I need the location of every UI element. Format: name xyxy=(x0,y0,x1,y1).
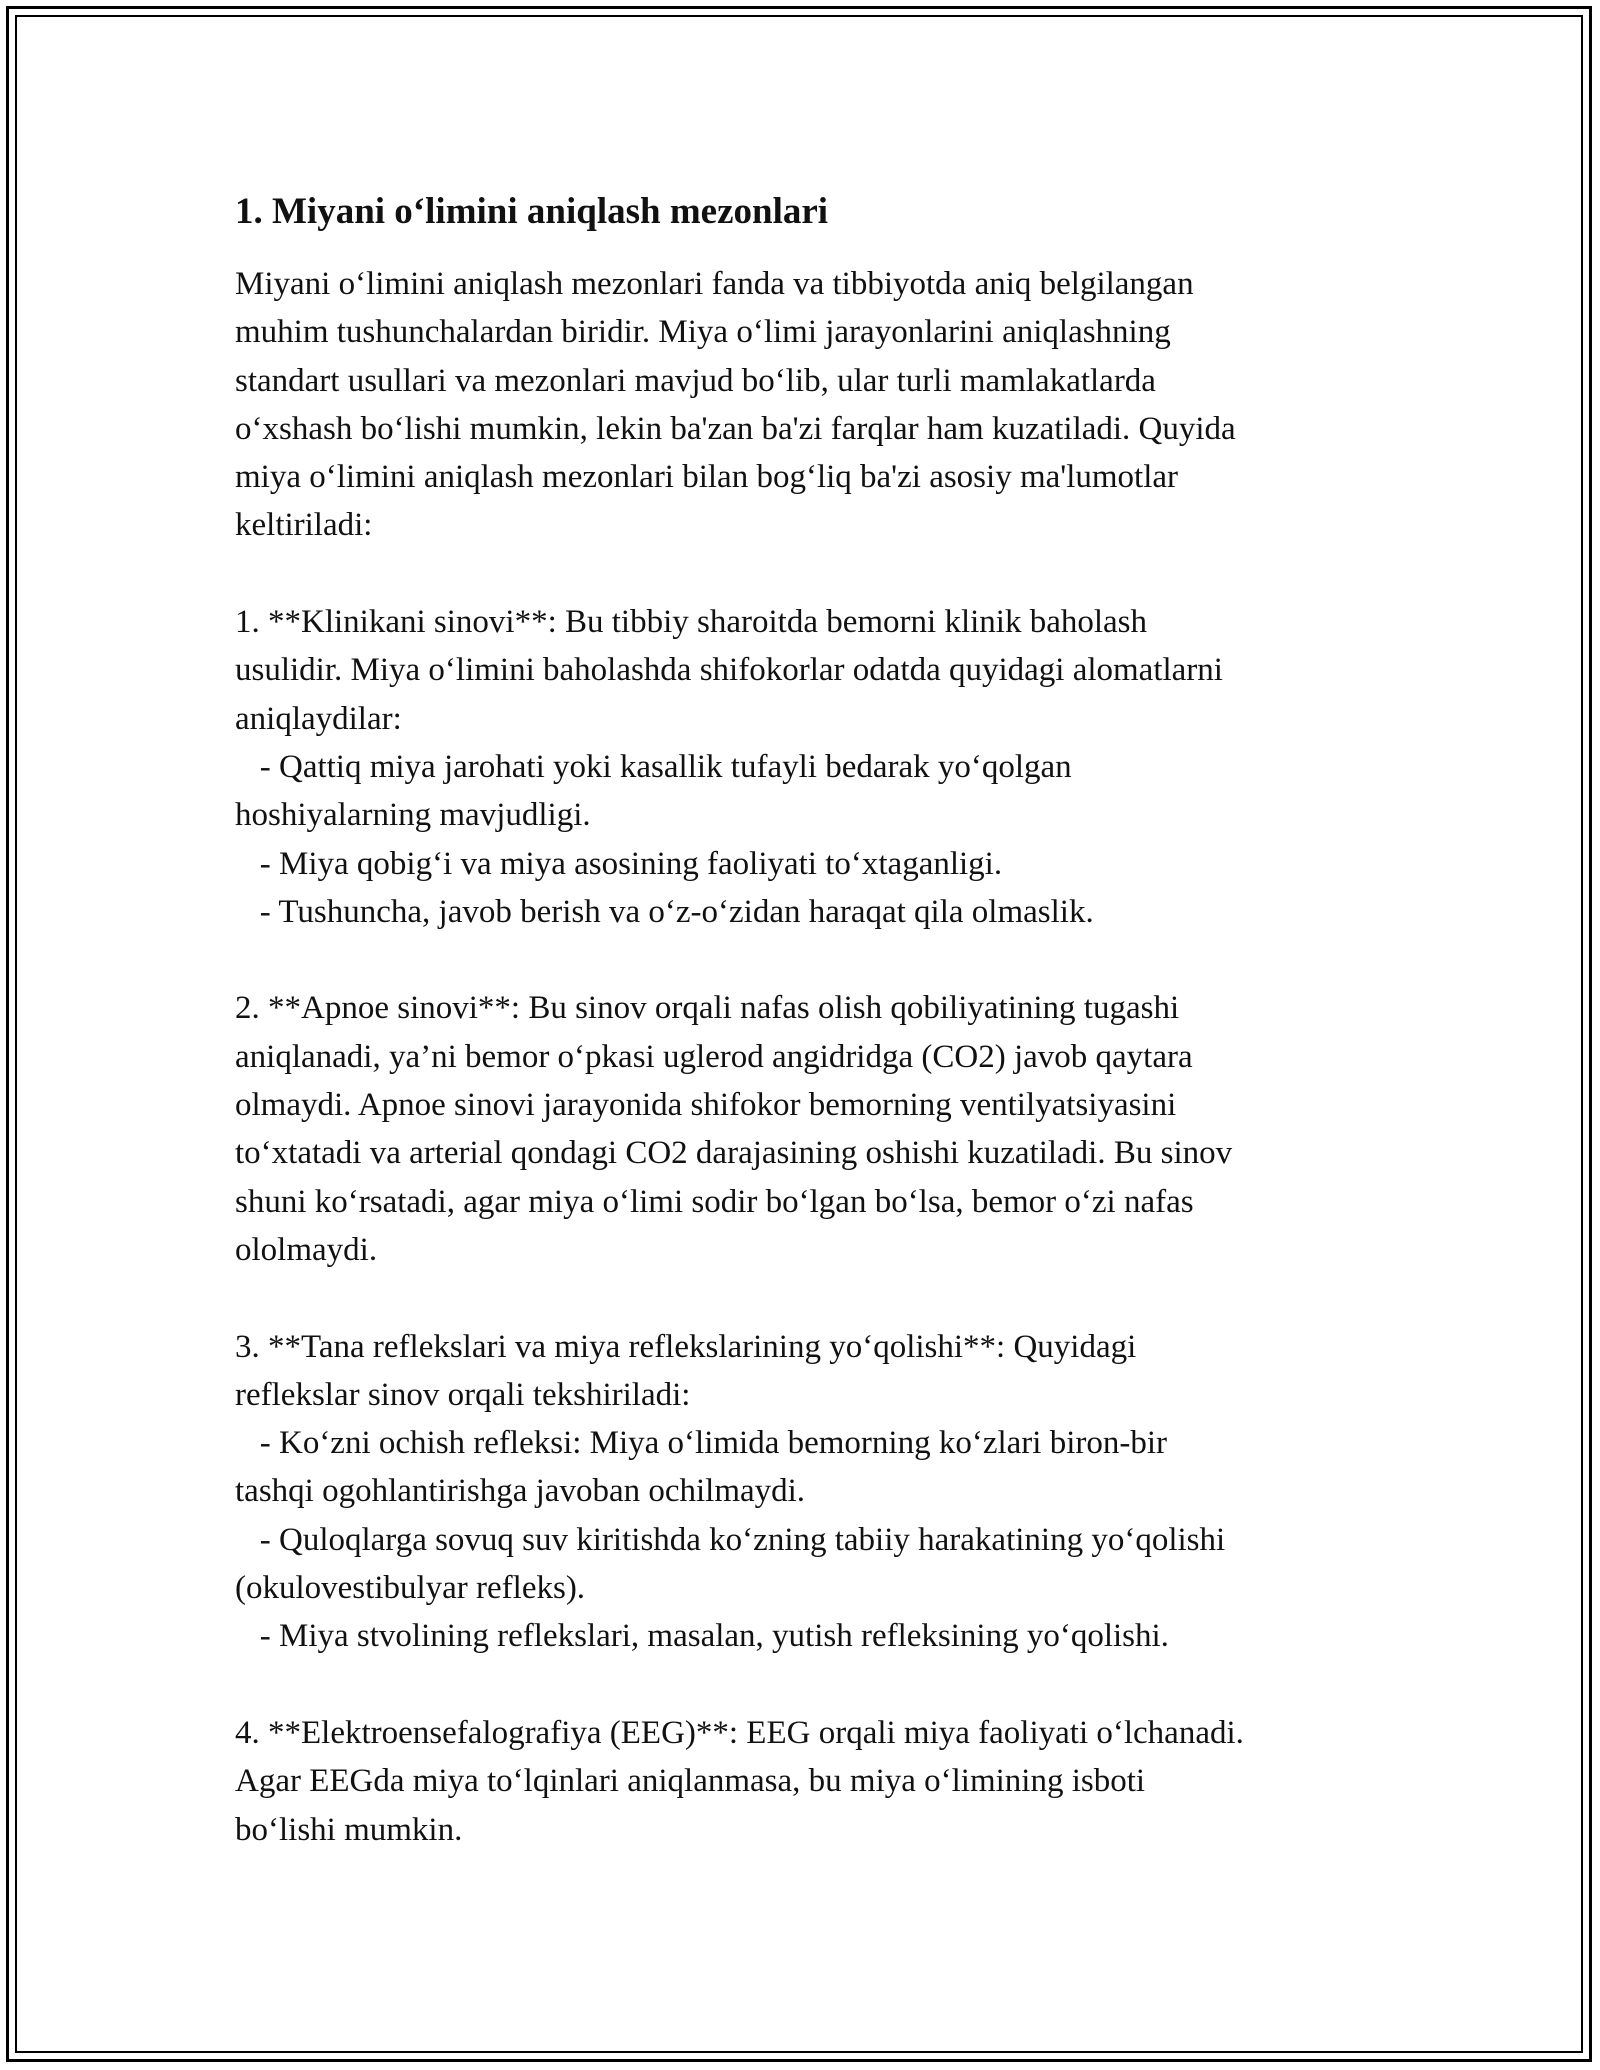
text-line: muhim tushunchalardan biridir. Miya o‘limi jarayonlarini aniqlashning xyxy=(235,314,1171,351)
text-line: - Miya stvolining reflekslari, masalan, yutish refleksining yo‘qolishi. xyxy=(235,1618,1169,1655)
text-line: 2. **Apnoe sinovi**: Bu sinov orqali nafas olish qobiliyatining tugashi xyxy=(235,990,1180,1027)
text-line: - Quloqlarga sovuq suv kiritishda ko‘zning tabiiy harakatining yo‘qolishi xyxy=(235,1521,1226,1558)
document-sections xyxy=(235,260,1375,1854)
document-title: 1. Miyani o‘limini aniqlash mezonlari xyxy=(235,191,829,232)
text-line: - Tushuncha, javob berish va o‘z-o‘zidan haraqat qila olmaslik. xyxy=(235,893,1094,930)
text-line: to‘xtatadi va arterial qondagi CO2 darajasining oshishi kuzatiladi. Bu sinov xyxy=(235,1135,1233,1172)
text-line: bo‘lishi mumkin. xyxy=(235,1811,463,1848)
text-line: aniqlaydilar: xyxy=(235,700,402,737)
text-line: - Qattiq miya jarohati yoki kasallik tufayli bedarak yo‘qolgan xyxy=(235,748,1072,785)
text-line: keltiriladi: xyxy=(235,507,373,544)
text-line: reflekslar sinov orqali tekshiriladi: xyxy=(235,1376,691,1413)
text-line: shuni ko‘rsatadi, agar miya o‘limi sodir bo‘lgan bo‘lsa, bemor o‘zi nafas xyxy=(235,1183,1194,1220)
text-line: ololmaydi. xyxy=(235,1231,378,1268)
paragraph-4 xyxy=(235,1323,1375,1661)
text-line: aniqlanadi, ya’ni bemor o‘pkasi uglerod angidridga (CO2) javob qaytara xyxy=(235,1038,1193,1075)
text-line: tashqi ogohlantirishga javoban ochilmaydi. xyxy=(235,1473,806,1510)
paragraph-gap xyxy=(235,1661,1375,1709)
text-line: Miyani o‘limini aniqlash mezonlari fanda va tibbiyotda aniq belgilangan xyxy=(235,266,1194,302)
paragraph-1 xyxy=(235,260,1375,550)
text-line: - Ko‘zni ochish refleksi: Miya o‘limida bemorning ko‘zlari biron-bir xyxy=(235,1425,1168,1462)
text-line: standart usullari va mezonlari mavjud bo‘lib, ular turli mamlakatlarda xyxy=(235,362,1156,399)
text-line: miya o‘limini aniqlash mezonlari bilan bog‘liq ba'zi asosiy ma'lumotlar xyxy=(235,459,1179,496)
text-line: (okulovestibulyar refleks). xyxy=(235,1570,586,1607)
text-line: olmaydi. Apnoe sinovi jarayonida shifokor bemorning ventilyatsiyasini xyxy=(235,1087,1177,1124)
text-line: usulidir. Miya o‘limini baholashda shifokorlar odatda quyidagi alomatlarni xyxy=(235,652,1223,689)
text-line: - Miya qobig‘i va miya asosining faoliyati to‘xtaganligi. xyxy=(235,845,1003,882)
paragraph-gap xyxy=(235,550,1375,598)
text-line: 4. **Elektroensefalografiya (EEG)**: EEG orqali miya faoliyati o‘lchanadi. xyxy=(235,1714,1244,1751)
document-body xyxy=(235,188,1375,1854)
paragraph-5 xyxy=(235,1709,1375,1854)
text-line: o‘xshash bo‘lishi mumkin, lekin ba'zan ba'zi farqlar ham kuzatiladi. Quyida xyxy=(235,410,1236,447)
paragraph-gap xyxy=(235,936,1375,984)
text-line: hoshiyalarning mavjudligi. xyxy=(235,797,591,834)
paragraph-2 xyxy=(235,598,1375,936)
paragraph-3 xyxy=(235,984,1375,1274)
text-line: 3. **Tana reflekslari va miya reflekslarining yo‘qolishi**: Quyidagi xyxy=(235,1328,1137,1365)
paragraph-gap xyxy=(235,1274,1375,1322)
text-line: 1. **Klinikani sinovi**: Bu tibbiy sharoitda bemorni klinik baholash xyxy=(235,604,1148,641)
text-line: Agar EEGda miya to‘lqinlari aniqlanmasa, bu miya o‘limining isboti xyxy=(235,1763,1146,1800)
